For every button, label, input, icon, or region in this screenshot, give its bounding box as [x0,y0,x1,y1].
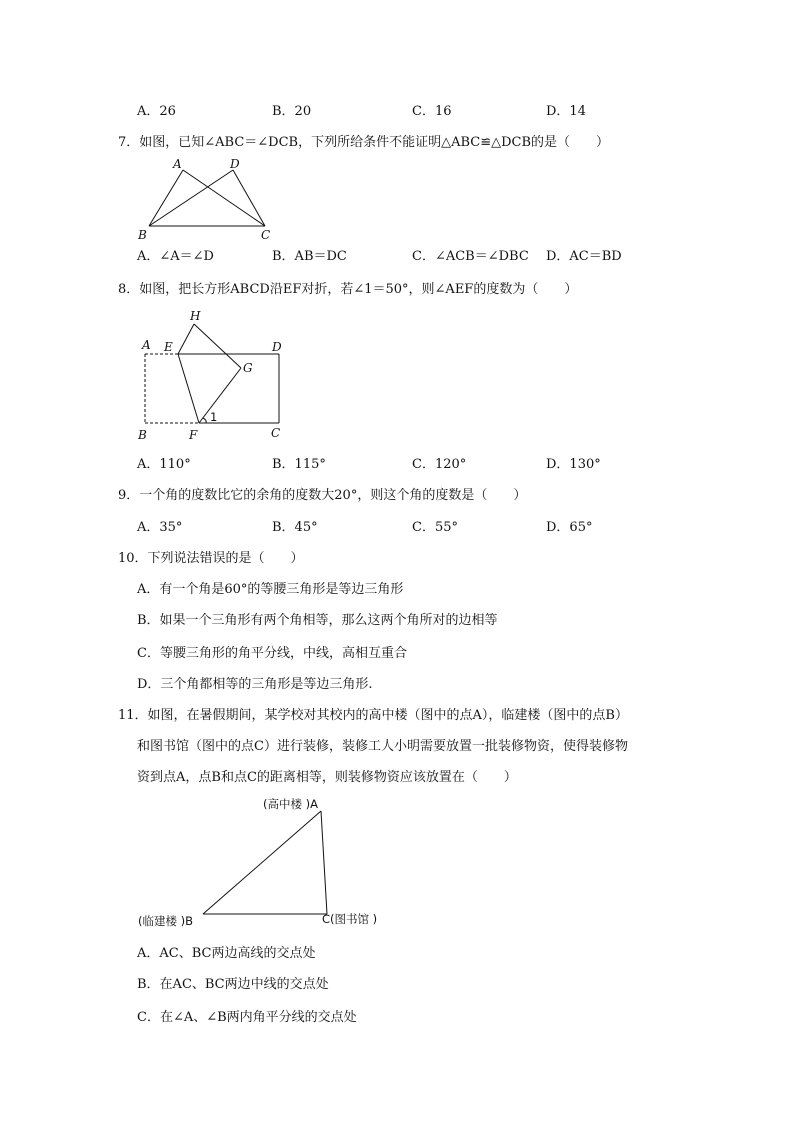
q8-figure [135,308,305,443]
q8-option-c: C．120° [412,457,467,472]
q9-stem: 9．一个角的度数比它的余角的度数大20°，则这个角的度数是（ ） [118,488,527,503]
q10-option-b: B．如果一个三角形有两个角相等，那么这两个角所对的边相等 [137,613,498,628]
q7-option-c: C．∠ACB＝∠DBC [412,249,529,264]
q11-label-c: C(图书馆 ) [322,912,378,926]
q8-label-1: 1 [210,410,218,424]
q7-option-b: B．AB＝DC [272,249,347,264]
q7-figure [135,155,295,245]
q8-option-a: A．110° [137,457,191,472]
q11-option-c: C．在∠A、∠B两内角平分线的交点处 [137,1010,357,1025]
q7-label-d: D [230,157,240,171]
q8-label-d: D [272,340,282,354]
q8-option-d: D．130° [546,457,601,472]
q7-label-b: B [138,228,147,242]
q8-label-h: H [190,309,201,323]
q7-label-a: A [173,157,182,171]
q11-stem-line-1: 11．如图，在暑假期间，某学校对其校内的高中楼（图中的点A），临建楼（图中的点B） [118,708,628,723]
q9-option-a: A．35° [137,520,183,535]
q11-option-a: A．AC、BC两边高线的交点处 [137,946,316,961]
q10-stem: 10．下列说法错误的是（ ） [118,551,304,566]
q8-label-a: A [142,338,151,352]
q6-option-d: D．14 [546,104,586,119]
q8-label-b: B [138,428,147,442]
q7-option-a: A．∠A＝∠D [137,249,214,264]
q6-option-a: A．26 [137,104,176,119]
q7-label-c: C [261,228,271,242]
q6-option-c: C．16 [412,104,452,119]
q10-option-a: A．有一个角是60°的等腰三角形是等边三角形 [137,582,404,597]
q11-option-b: B．在AC、BC两边中线的交点处 [137,977,329,992]
q11-stem-line-3: 资到点A，点B和点C的距离相等，则装修物资应该放置在（ ） [137,770,517,785]
q9-option-b: B．45° [272,520,318,535]
q8-label-g: G [243,361,253,375]
q11-label-a: (高中楼 )A [263,797,318,811]
q8-option-b: B．115° [272,457,326,472]
q8-stem: 8．如图，把长方形ABCD沿EF对折，若∠1＝50°，则∠AEF的度数为（ ） [118,282,578,297]
q8-label-f: F [189,428,198,442]
q7-option-d: D．AC＝BD [546,249,622,264]
q9-option-c: C．55° [412,520,458,535]
q9-option-d: D．65° [546,520,593,535]
q11-stem-line-2: 和图书馆（图中的点C）进行装修，装修工人小明需要放置一批装修物资，使得装修物 [137,739,628,754]
q11-figure [135,795,395,928]
q6-option-b: B．20 [272,104,312,119]
q11-label-b: (临建楼 )B [138,914,194,928]
q8-label-c: C [271,426,281,440]
q10-option-d: D．三个角都相等的三角形是等边三角形. [137,677,373,692]
q8-label-e: E [164,340,173,354]
q7-stem: 7．如图，已知∠ABC＝∠DCB，下列所给条件不能证明△ABC≌△DCB的是（ ） [118,135,610,150]
q10-option-c: C．等腰三角形的角平分线，中线，高相互重合 [137,646,407,661]
